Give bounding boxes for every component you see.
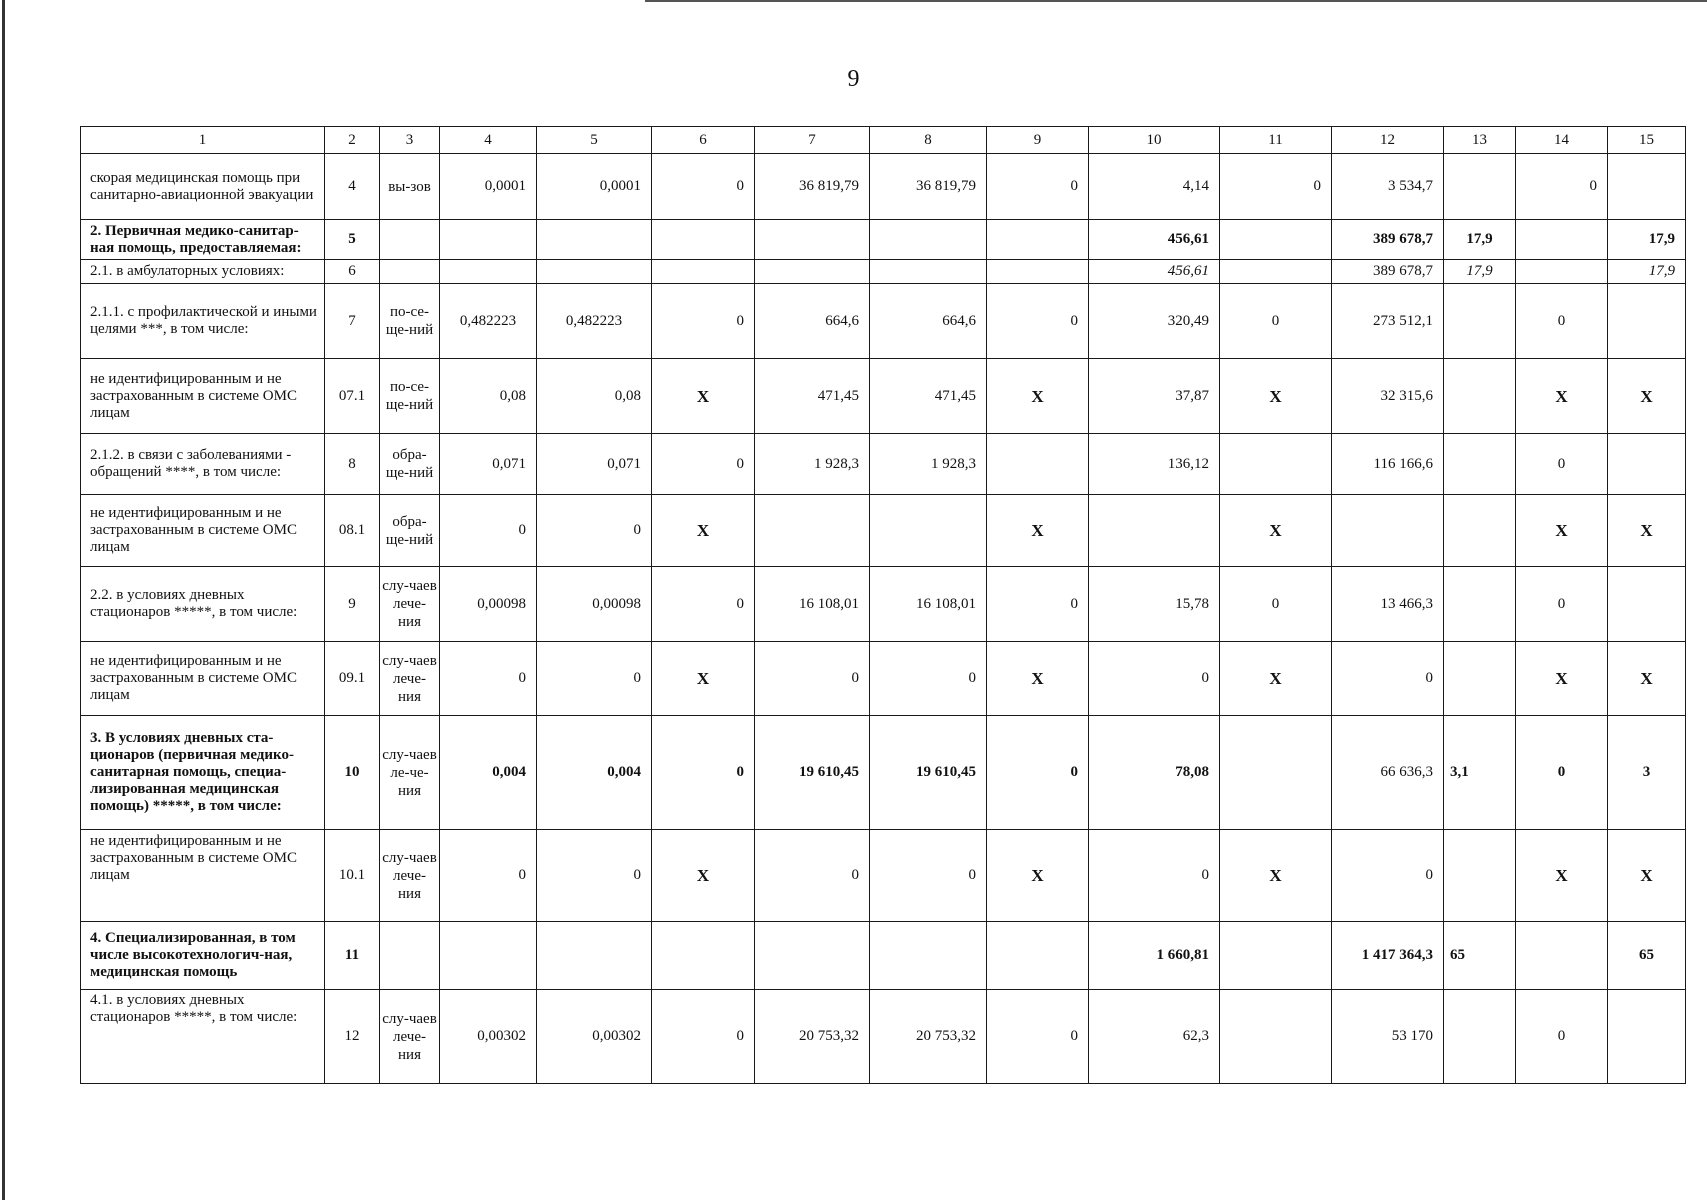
cell-col-6: 0 xyxy=(652,567,755,642)
cell-col-5: 0 xyxy=(537,642,652,716)
cell-col-13: 17,9 xyxy=(1444,260,1516,284)
cell-col-11 xyxy=(1220,716,1332,830)
cell-col-4 xyxy=(440,922,537,990)
cell-col-12: 1 417 364,3 xyxy=(1332,922,1444,990)
cell-col-11 xyxy=(1220,220,1332,260)
cell-col-11: 0 xyxy=(1220,284,1332,359)
cell-col-4: 0,071 xyxy=(440,434,537,495)
cell-col-7: 20 753,32 xyxy=(755,990,870,1084)
cell-col-13 xyxy=(1444,642,1516,716)
table-row xyxy=(81,154,1686,220)
header-col-13: 13 xyxy=(1444,127,1516,154)
cell-col-6: 0 xyxy=(652,154,755,220)
cell-col-6: 0 xyxy=(652,434,755,495)
table-row xyxy=(81,567,1686,642)
cell-col-4: 0 xyxy=(440,830,537,922)
header-col-8: 8 xyxy=(870,127,987,154)
row-unit: слу-чаев лече-ния xyxy=(380,990,440,1084)
header-col-3: 3 xyxy=(380,127,440,154)
cell-col-5: 0 xyxy=(537,495,652,567)
tariff-table xyxy=(80,126,1686,1084)
cell-col-13 xyxy=(1444,154,1516,220)
header-row xyxy=(81,127,1686,154)
row-code: 10.1 xyxy=(325,830,380,922)
cell-col-11: X xyxy=(1220,830,1332,922)
cell-col-8: 20 753,32 xyxy=(870,990,987,1084)
cell-col-5: 0,00098 xyxy=(537,567,652,642)
cell-col-5: 0,0001 xyxy=(537,154,652,220)
table-row xyxy=(81,642,1686,716)
row-name: 3. В условиях дневных ста-ционаров (первичная медико-санитарная помощь, специа-лизированная медицинская помощь) *****, в том числе: xyxy=(81,716,325,830)
cell-col-13 xyxy=(1444,359,1516,434)
cell-col-12: 116 166,6 xyxy=(1332,434,1444,495)
row-code: 10 xyxy=(325,716,380,830)
tariff-table-container xyxy=(80,126,1685,1084)
cell-col-10: 78,08 xyxy=(1089,716,1220,830)
cell-col-7: 471,45 xyxy=(755,359,870,434)
cell-col-12: 3 534,7 xyxy=(1332,154,1444,220)
row-code: 8 xyxy=(325,434,380,495)
row-unit: слу-чаев лече-ния xyxy=(380,642,440,716)
row-name: не идентифицированным и не застрахованным в системе ОМС лицам xyxy=(81,359,325,434)
cell-col-8: 0 xyxy=(870,830,987,922)
row-name: 4.1. в условиях дневных стационаров *****, в том числе: xyxy=(81,990,325,1084)
row-name: не идентифицированным и не застрахованным в системе ОМС лицам xyxy=(81,642,325,716)
page-number: 9 xyxy=(847,66,860,92)
cell-col-14 xyxy=(1516,220,1608,260)
cell-col-4: 0,0001 xyxy=(440,154,537,220)
cell-col-8: 16 108,01 xyxy=(870,567,987,642)
header-col-10: 10 xyxy=(1089,127,1220,154)
header-col-6: 6 xyxy=(652,127,755,154)
cell-col-8: 664,6 xyxy=(870,284,987,359)
cell-col-10: 136,12 xyxy=(1089,434,1220,495)
row-unit: слу-чаев лече-ния xyxy=(380,567,440,642)
header-col-9: 9 xyxy=(987,127,1089,154)
cell-col-12: 32 315,6 xyxy=(1332,359,1444,434)
cell-col-5: 0,482223 xyxy=(537,284,652,359)
cell-col-4: 0,00098 xyxy=(440,567,537,642)
row-code: 11 xyxy=(325,922,380,990)
row-name: 2.1.2. в связи с заболеваниями - обращений ****, в том числе: xyxy=(81,434,325,495)
cell-col-10: 320,49 xyxy=(1089,284,1220,359)
cell-col-9 xyxy=(987,922,1089,990)
row-name: 2.1. в амбулаторных условиях: xyxy=(81,260,325,284)
table-row xyxy=(81,495,1686,567)
row-code: 6 xyxy=(325,260,380,284)
cell-col-12: 13 466,3 xyxy=(1332,567,1444,642)
table-row xyxy=(81,716,1686,830)
cell-col-6 xyxy=(652,260,755,284)
cell-col-11: X xyxy=(1220,642,1332,716)
row-code: 12 xyxy=(325,990,380,1084)
cell-col-9 xyxy=(987,434,1089,495)
row-name: 2.1.1. с профилактической и иными целями ***, в том числе: xyxy=(81,284,325,359)
cell-col-10: 0 xyxy=(1089,642,1220,716)
cell-col-9: X xyxy=(987,495,1089,567)
row-name: 2.2. в условиях дневных стационаров *****, в том числе: xyxy=(81,567,325,642)
cell-col-11 xyxy=(1220,260,1332,284)
header-col-12: 12 xyxy=(1332,127,1444,154)
cell-col-5: 0,08 xyxy=(537,359,652,434)
cell-col-13 xyxy=(1444,567,1516,642)
row-code: 7 xyxy=(325,284,380,359)
cell-col-10: 62,3 xyxy=(1089,990,1220,1084)
cell-col-8: 0 xyxy=(870,642,987,716)
row-code: 9 xyxy=(325,567,380,642)
cell-col-6 xyxy=(652,922,755,990)
cell-col-7: 19 610,45 xyxy=(755,716,870,830)
row-unit xyxy=(380,922,440,990)
cell-col-14: 0 xyxy=(1516,990,1608,1084)
header-col-14: 14 xyxy=(1516,127,1608,154)
row-code: 09.1 xyxy=(325,642,380,716)
cell-col-13 xyxy=(1444,830,1516,922)
table-row xyxy=(81,990,1686,1084)
row-code: 08.1 xyxy=(325,495,380,567)
cell-col-12 xyxy=(1332,495,1444,567)
table-row xyxy=(81,284,1686,359)
cell-col-13 xyxy=(1444,434,1516,495)
cell-col-9: 0 xyxy=(987,990,1089,1084)
cell-col-11: X xyxy=(1220,495,1332,567)
cell-col-7: 16 108,01 xyxy=(755,567,870,642)
cell-col-11: 0 xyxy=(1220,154,1332,220)
cell-col-10 xyxy=(1089,495,1220,567)
cell-col-9 xyxy=(987,220,1089,260)
cell-col-10: 4,14 xyxy=(1089,154,1220,220)
cell-col-8: 471,45 xyxy=(870,359,987,434)
cell-col-13 xyxy=(1444,284,1516,359)
cell-col-9: 0 xyxy=(987,284,1089,359)
cell-col-13 xyxy=(1444,990,1516,1084)
row-unit: обра-ще-ний xyxy=(380,434,440,495)
header-col-7: 7 xyxy=(755,127,870,154)
table-row xyxy=(81,220,1686,260)
cell-col-8: 1 928,3 xyxy=(870,434,987,495)
table-row xyxy=(81,434,1686,495)
cell-col-15 xyxy=(1608,434,1686,495)
row-unit: обра-ще-ний xyxy=(380,495,440,567)
row-unit xyxy=(380,260,440,284)
cell-col-4 xyxy=(440,220,537,260)
cell-col-9: X xyxy=(987,359,1089,434)
table-row xyxy=(81,359,1686,434)
cell-col-4: 0,004 xyxy=(440,716,537,830)
cell-col-6: 0 xyxy=(652,716,755,830)
cell-col-4: 0,00302 xyxy=(440,990,537,1084)
cell-col-6: X xyxy=(652,359,755,434)
cell-col-11 xyxy=(1220,990,1332,1084)
cell-col-15: X xyxy=(1608,495,1686,567)
cell-col-14: X xyxy=(1516,830,1608,922)
cell-col-6: X xyxy=(652,830,755,922)
cell-col-6 xyxy=(652,220,755,260)
cell-col-15: 17,9 xyxy=(1608,220,1686,260)
cell-col-15 xyxy=(1608,154,1686,220)
cell-col-4 xyxy=(440,260,537,284)
cell-col-4: 0,08 xyxy=(440,359,537,434)
cell-col-13: 65 xyxy=(1444,922,1516,990)
cell-col-15: 3 xyxy=(1608,716,1686,830)
cell-col-5: 0,071 xyxy=(537,434,652,495)
header-col-5: 5 xyxy=(537,127,652,154)
cell-col-9: 0 xyxy=(987,716,1089,830)
cell-col-12: 66 636,3 xyxy=(1332,716,1444,830)
cell-col-15 xyxy=(1608,567,1686,642)
cell-col-8 xyxy=(870,922,987,990)
header-col-15: 15 xyxy=(1608,127,1686,154)
cell-col-13 xyxy=(1444,495,1516,567)
cell-col-10: 15,78 xyxy=(1089,567,1220,642)
cell-col-12: 389 678,7 xyxy=(1332,260,1444,284)
header-col-11: 11 xyxy=(1220,127,1332,154)
cell-col-7: 0 xyxy=(755,830,870,922)
row-unit: вы-зов xyxy=(380,154,440,220)
cell-col-7: 36 819,79 xyxy=(755,154,870,220)
cell-col-4: 0 xyxy=(440,642,537,716)
row-name: не идентифицированным и не застрахованным в системе ОМС лицам xyxy=(81,495,325,567)
cell-col-4: 0,482223 xyxy=(440,284,537,359)
cell-col-6: 0 xyxy=(652,284,755,359)
cell-col-8 xyxy=(870,495,987,567)
cell-col-14 xyxy=(1516,260,1608,284)
cell-col-15: 65 xyxy=(1608,922,1686,990)
table-row xyxy=(81,260,1686,284)
row-name: 2. Первичная медико-санитар-ная помощь, предоставляемая: xyxy=(81,220,325,260)
row-unit: слу-чаев ле-че-ния xyxy=(380,716,440,830)
cell-col-13: 17,9 xyxy=(1444,220,1516,260)
header-col-1: 1 xyxy=(81,127,325,154)
cell-col-14: 0 xyxy=(1516,284,1608,359)
table-row xyxy=(81,830,1686,922)
cell-col-6: X xyxy=(652,642,755,716)
cell-col-12: 389 678,7 xyxy=(1332,220,1444,260)
cell-col-13: 3,1 xyxy=(1444,716,1516,830)
cell-col-8: 19 610,45 xyxy=(870,716,987,830)
row-name: 4. Специализированная, в том числе высокотехнологич-ная, медицинская помощь xyxy=(81,922,325,990)
row-unit xyxy=(380,220,440,260)
cell-col-9: 0 xyxy=(987,567,1089,642)
cell-col-12: 0 xyxy=(1332,642,1444,716)
cell-col-14: 0 xyxy=(1516,716,1608,830)
cell-col-14: 0 xyxy=(1516,434,1608,495)
cell-col-7: 1 928,3 xyxy=(755,434,870,495)
cell-col-5: 0,00302 xyxy=(537,990,652,1084)
cell-col-7 xyxy=(755,922,870,990)
cell-col-6: 0 xyxy=(652,990,755,1084)
cell-col-9: X xyxy=(987,830,1089,922)
table-row xyxy=(81,922,1686,990)
cell-col-10: 456,61 xyxy=(1089,220,1220,260)
scan-left-edge xyxy=(2,0,5,1200)
header-col-4: 4 xyxy=(440,127,537,154)
cell-col-8: 36 819,79 xyxy=(870,154,987,220)
cell-col-9: 0 xyxy=(987,154,1089,220)
cell-col-14: X xyxy=(1516,495,1608,567)
cell-col-10: 456,61 xyxy=(1089,260,1220,284)
row-code: 4 xyxy=(325,154,380,220)
row-unit: слу-чаев лече-ния xyxy=(380,830,440,922)
cell-col-11 xyxy=(1220,434,1332,495)
cell-col-4: 0 xyxy=(440,495,537,567)
cell-col-7 xyxy=(755,220,870,260)
row-code: 5 xyxy=(325,220,380,260)
cell-col-6: X xyxy=(652,495,755,567)
row-name: не идентифицированным и не застрахованным в системе ОМС лицам xyxy=(81,830,325,922)
cell-col-10: 37,87 xyxy=(1089,359,1220,434)
row-name: скорая медицинская помощь при санитарно-авиационной эвакуации xyxy=(81,154,325,220)
cell-col-15: X xyxy=(1608,830,1686,922)
cell-col-15 xyxy=(1608,284,1686,359)
cell-col-11 xyxy=(1220,922,1332,990)
cell-col-5: 0,004 xyxy=(537,716,652,830)
cell-col-14: 0 xyxy=(1516,154,1608,220)
cell-col-7: 664,6 xyxy=(755,284,870,359)
cell-col-15: X xyxy=(1608,642,1686,716)
cell-col-15: X xyxy=(1608,359,1686,434)
cell-col-9 xyxy=(987,260,1089,284)
cell-col-10: 1 660,81 xyxy=(1089,922,1220,990)
cell-col-9: X xyxy=(987,642,1089,716)
cell-col-14 xyxy=(1516,922,1608,990)
cell-col-5 xyxy=(537,922,652,990)
cell-col-14: X xyxy=(1516,359,1608,434)
cell-col-5 xyxy=(537,220,652,260)
cell-col-15 xyxy=(1608,990,1686,1084)
cell-col-14: X xyxy=(1516,642,1608,716)
cell-col-7 xyxy=(755,495,870,567)
row-unit: по-се-ще-ний xyxy=(380,284,440,359)
cell-col-12: 273 512,1 xyxy=(1332,284,1444,359)
cell-col-11: 0 xyxy=(1220,567,1332,642)
cell-col-14: 0 xyxy=(1516,567,1608,642)
cell-col-8 xyxy=(870,260,987,284)
cell-col-7 xyxy=(755,260,870,284)
row-code: 07.1 xyxy=(325,359,380,434)
cell-col-12: 0 xyxy=(1332,830,1444,922)
cell-col-8 xyxy=(870,220,987,260)
cell-col-5: 0 xyxy=(537,830,652,922)
header-col-2: 2 xyxy=(325,127,380,154)
cell-col-7: 0 xyxy=(755,642,870,716)
cell-col-11: X xyxy=(1220,359,1332,434)
scan-top-rule xyxy=(645,0,1707,2)
cell-col-10: 0 xyxy=(1089,830,1220,922)
row-unit: по-се-ще-ний xyxy=(380,359,440,434)
cell-col-15: 17,9 xyxy=(1608,260,1686,284)
cell-col-5 xyxy=(537,260,652,284)
cell-col-12: 53 170 xyxy=(1332,990,1444,1084)
